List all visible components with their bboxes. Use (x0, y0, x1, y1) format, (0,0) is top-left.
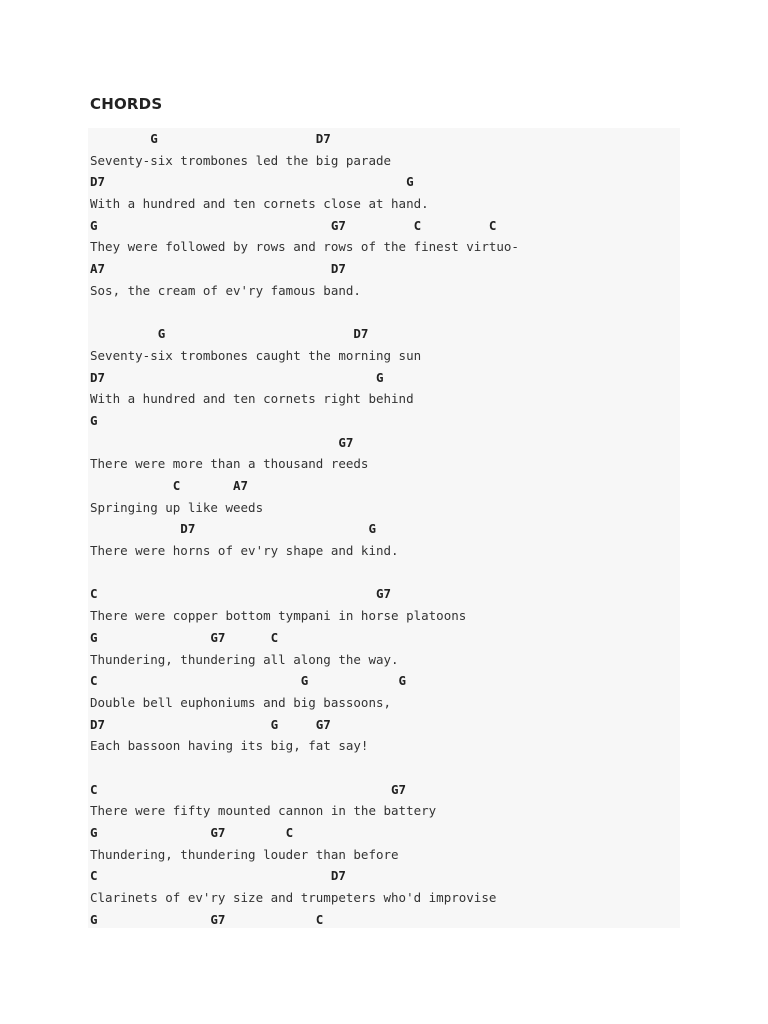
lyric-line: With a hundred and ten cornets close at hand. (90, 196, 429, 212)
lyric-line: There were copper bottom tympani in horse platoons (90, 608, 467, 624)
chord-line: G D7 (90, 326, 369, 342)
lyric-line: Springing up like weeds (90, 499, 264, 515)
chord-line: C G G (90, 673, 407, 689)
chord-line: G G7 C (90, 825, 294, 840)
lyric-line: Seventy-six trombones caught the morning sun (90, 347, 422, 363)
chord-line: C D7 (90, 868, 346, 884)
lyric-line: There were fifty mounted cannon in the battery (90, 803, 437, 819)
chord-line: C G7 (90, 781, 407, 797)
chord-line: D7 G (90, 174, 414, 190)
blank-line (90, 757, 680, 779)
lyric-line: There were horns of ev'ry shape and kind. (90, 543, 399, 559)
lyric-line: Seventy-six trombones led the big parade (90, 152, 392, 168)
lyric-line: Thundering, thundering louder than before (90, 846, 399, 862)
lyric-line: There were more than a thousand reeds (90, 456, 369, 472)
lyric-line: Sos, the cream of ev'ry famous band. (90, 282, 361, 298)
blank-line (90, 562, 680, 584)
chord-line: G7 (90, 434, 354, 450)
lyric-line: They were followed by rows and rows of the finest virtuo- (90, 239, 519, 255)
chord-line: G G7 C (90, 911, 324, 927)
chord-line: G G7 C C (90, 217, 497, 233)
section-heading: CHORDS (90, 95, 163, 113)
chord-line: D7 G G7 (90, 716, 331, 732)
blank-line (90, 302, 680, 324)
chord-line: G (90, 412, 98, 428)
lyric-line: Thundering, thundering all along the way. (90, 651, 399, 667)
chord-line: D7 G (90, 369, 384, 385)
lyric-line: With a hundred and ten cornets right behind (90, 391, 414, 407)
chord-line: C A7 (90, 478, 249, 493)
chord-line: G G7 C (90, 629, 279, 645)
chord-line: C G7 (90, 586, 392, 602)
chord-sheet (88, 128, 680, 928)
chord-line: D7 G (90, 521, 376, 537)
chord-line: G D7 (90, 131, 331, 146)
lyric-line: Clarinets of ev'ry size and trumpeters who'd improvise (90, 890, 497, 906)
lyric-line: Double bell euphoniums and big bassoons, (90, 694, 392, 710)
lyric-line: Each bassoon having its big, fat say! (90, 738, 369, 754)
chord-line: A7 D7 (90, 261, 346, 277)
